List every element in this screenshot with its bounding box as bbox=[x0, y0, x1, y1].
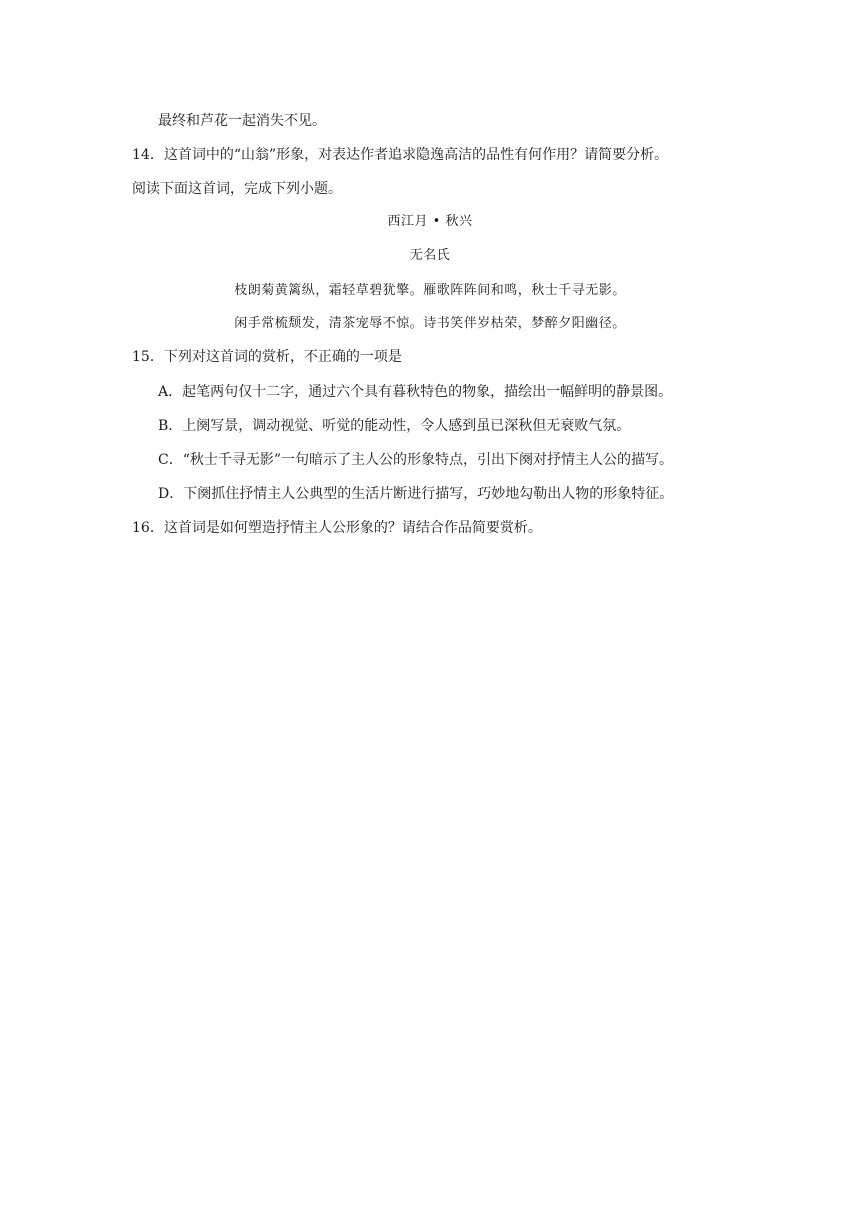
poem-author: 无名氏 bbox=[409, 248, 451, 263]
question-14: 14．这首词中的“山翁”形象，对表达作者追求隐逸高洁的品性有何作用？请简要分析。 bbox=[132, 147, 669, 163]
option-b: B．上阕写景，调动视觉、听觉的能动性，令人感到虽已深秋但无衰败气氛。 bbox=[158, 418, 631, 434]
reading-instruction: 阅读下面这首词，完成下列小题。 bbox=[132, 181, 342, 197]
previous-answer-line: 最终和芦花一起消失不见。 bbox=[158, 113, 326, 129]
poem-verse-2: 闲手常梳颓发，清茶宠辱不惊。诗书笑伴岁枯荣，梦醉夕阳幽径。 bbox=[234, 316, 626, 331]
option-a: A．起笔两句仅十二字，通过六个具有暮秋特色的物象，描绘出一幅鲜明的静景图。 bbox=[158, 384, 673, 400]
question-15: 15．下列对这首词的赏析，不正确的一项是 bbox=[132, 349, 402, 365]
option-d: D．下阕抓住抒情主人公典型的生活片断进行描写，巧妙地勾勒出人物的形象特征。 bbox=[158, 486, 674, 502]
option-c: C．“秋士千寻无影”一句暗示了主人公的形象特点，引出下阕对抒情主人公的描写。 bbox=[158, 452, 674, 468]
poem-verse-1: 枝朗菊黄篱纵，霜轻草碧犹擎。雁歌阵阵间和鸣，秋士千寻无影。 bbox=[234, 283, 626, 298]
poem-title: 西江月 • 秋兴 bbox=[387, 214, 473, 229]
question-16: 16．这首词是如何塑造抒情主人公形象的？请结合作品简要赏析。 bbox=[132, 520, 542, 536]
